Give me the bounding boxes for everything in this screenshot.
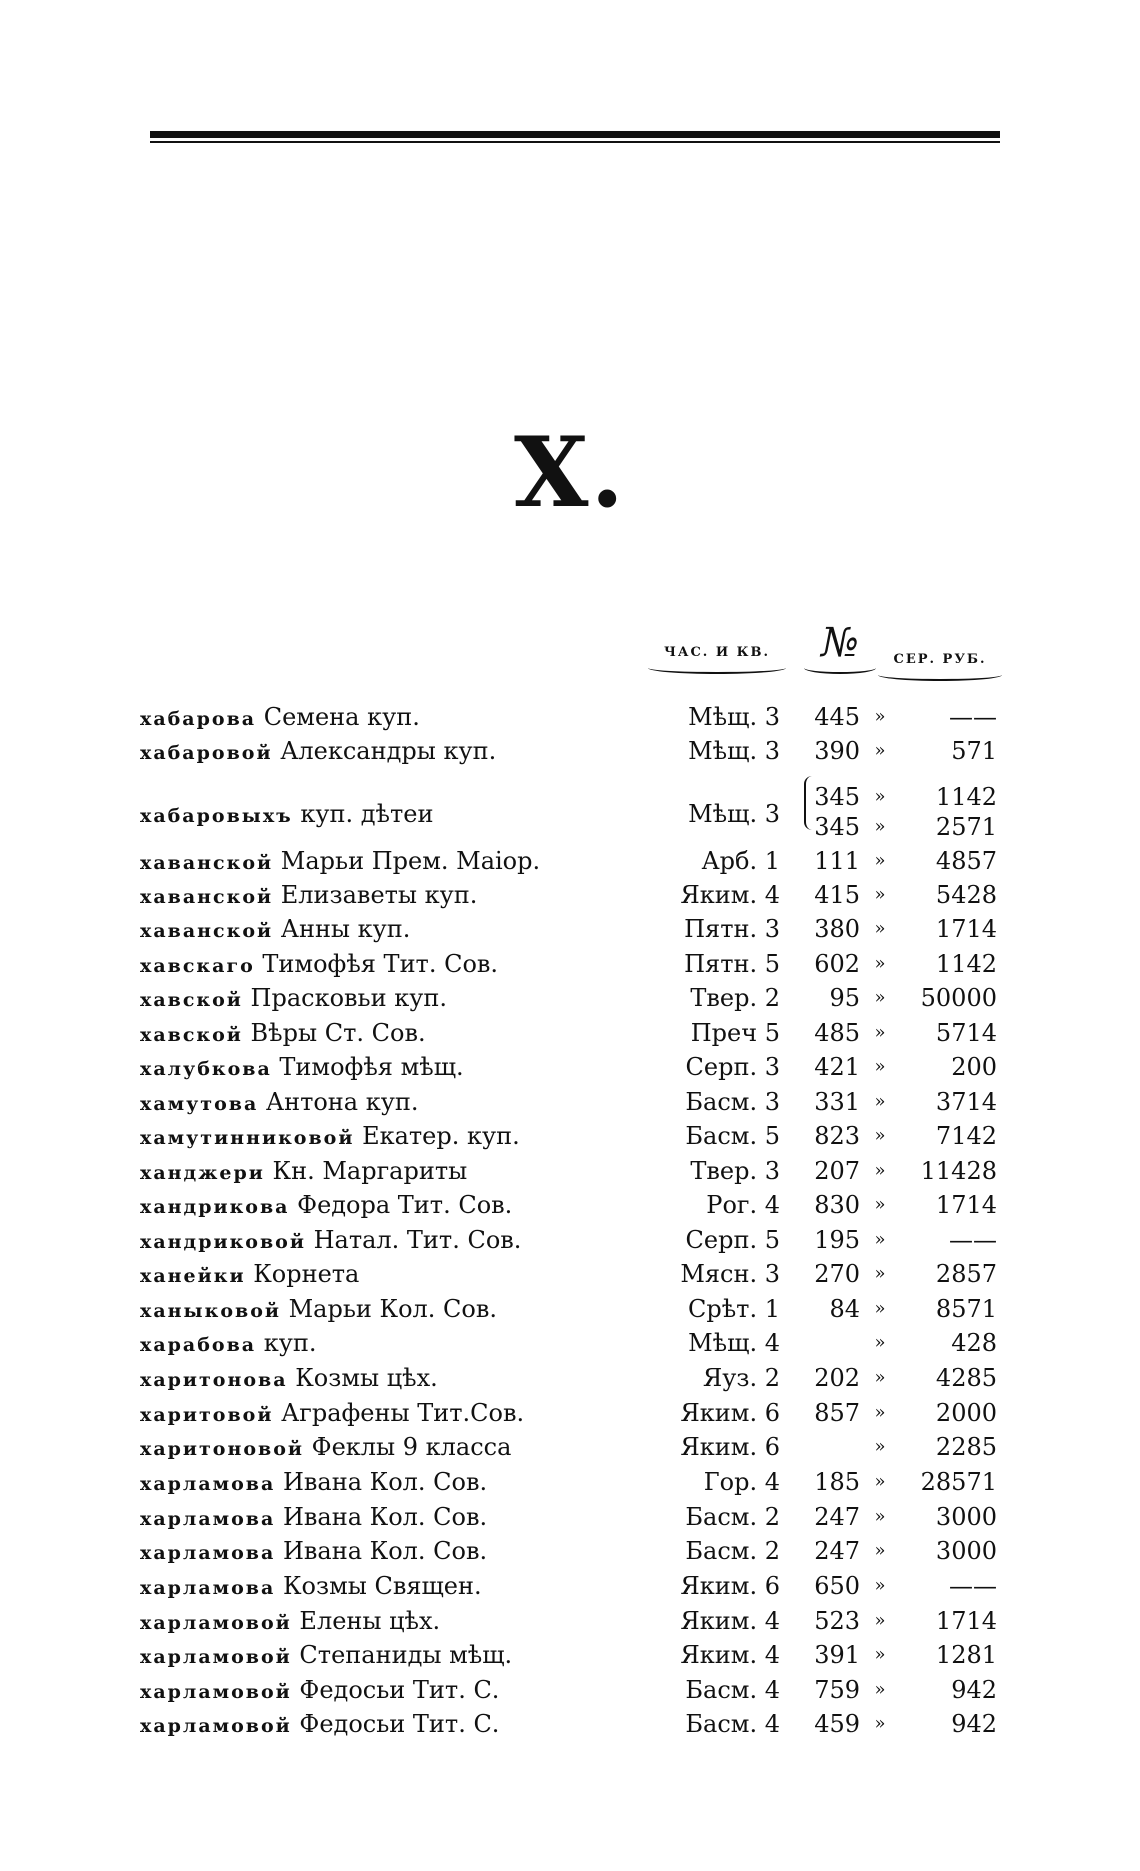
entry-part: Басм. 4	[685, 1676, 780, 1704]
entry-name	[140, 912, 650, 948]
entry-sum: 5428	[935, 881, 997, 909]
entry-number: 345	[814, 813, 860, 841]
entry-number: 185	[814, 1468, 860, 1496]
table-row	[0, 700, 1140, 734]
entry-name	[140, 1326, 650, 1362]
entry-name	[140, 1085, 650, 1121]
entry-sum: 1714	[935, 1191, 997, 1219]
entry-details: Прасковьи куп.	[250, 984, 447, 1012]
entry-part: Яким. 4	[680, 1607, 780, 1635]
ditto-mark: »	[874, 786, 886, 807]
table-row	[0, 1396, 1140, 1430]
entry-surname: хавской	[140, 1024, 243, 1046]
entry-sum: 50000	[920, 984, 997, 1012]
entry-sum: 3000	[935, 1537, 997, 1565]
entry-part: Преч 5	[690, 1019, 780, 1047]
entry-surname: хавской	[140, 989, 243, 1011]
column-header-number	[804, 620, 876, 674]
entry-details: Федосьи Тит. С.	[299, 1710, 500, 1738]
brace-decoration	[878, 669, 1002, 681]
entry-part: Твер. 2	[690, 984, 780, 1012]
column-header-sum	[878, 652, 1002, 681]
entry-surname: ханыковой	[140, 1300, 281, 1322]
entry-part: Мясн. 3	[680, 1260, 780, 1288]
entry-name	[140, 734, 650, 770]
entry-part: Серп. 5	[685, 1226, 780, 1254]
table-row	[0, 1292, 1140, 1326]
entry-surname: хандрикова	[140, 1196, 290, 1218]
table-row	[0, 1085, 1140, 1119]
entry-name	[140, 1707, 650, 1743]
entry-details: Александры куп.	[280, 737, 497, 765]
entry-sum: 3000	[935, 1503, 997, 1531]
entry-name	[140, 1500, 650, 1536]
entry-number: 380	[814, 915, 860, 943]
entry-number: 445	[814, 703, 860, 731]
entry-sum: 2857	[935, 1260, 997, 1288]
entry-name	[140, 1257, 650, 1293]
entry-details: Аграфены Тит.Сов.	[281, 1399, 525, 1427]
entry-surname: харитонова	[140, 1369, 288, 1391]
ditto-mark: »	[874, 1644, 886, 1665]
entry-surname: харламова	[140, 1577, 276, 1599]
table-row	[0, 1016, 1140, 1050]
entry-sum: 428	[951, 1329, 997, 1357]
ditto-mark: »	[874, 1540, 886, 1561]
entry-number: 523	[814, 1607, 860, 1635]
entry-name	[140, 1016, 650, 1052]
entry-name	[140, 1119, 650, 1155]
entry-sum: 1714	[935, 1607, 997, 1635]
entry-part: Басм. 4	[685, 1710, 780, 1738]
entry-part: Мѣщ. 3	[688, 737, 780, 765]
table-row	[0, 878, 1140, 912]
entry-surname: хаванской	[140, 852, 274, 874]
entry-surname: харламовой	[140, 1681, 292, 1703]
entry-name	[140, 947, 650, 983]
entry-part: Арб. 1	[701, 847, 780, 875]
entry-part: Басм. 5	[685, 1122, 780, 1150]
entry-number: 602	[814, 950, 860, 978]
entry-sum: 8571	[935, 1295, 997, 1323]
entry-details: Елизаветы куп.	[280, 881, 478, 909]
ditto-mark: »	[874, 850, 886, 871]
entry-surname: хабаровой	[140, 742, 273, 764]
entry-name	[140, 700, 650, 736]
entry-details: Козмы Священ.	[282, 1572, 482, 1600]
entry-part: Яким. 4	[680, 1641, 780, 1669]
entry-sum: 2571	[935, 813, 997, 841]
entry-name	[140, 1188, 650, 1224]
ditto-mark: »	[874, 1506, 886, 1527]
entry-part: Яуз. 2	[702, 1364, 780, 1392]
entry-surname: харламова	[140, 1473, 276, 1495]
brace-decoration	[648, 662, 786, 674]
entry-surname: харитоновой	[140, 1438, 305, 1460]
entry-number: 270	[814, 1260, 860, 1288]
entry-number: 331	[814, 1088, 860, 1116]
entry-details: Анны куп.	[280, 915, 411, 943]
entry-surname: хандриковой	[140, 1231, 306, 1253]
entry-number: 391	[814, 1641, 860, 1669]
entry-details: Марьи Прем. Маіор.	[280, 847, 541, 875]
table-row	[0, 810, 1140, 844]
entry-sum: 28571	[920, 1468, 997, 1496]
entry-number: 415	[814, 881, 860, 909]
entry-part: Яким. 6	[680, 1399, 780, 1427]
entry-number: 111	[814, 847, 860, 875]
entry-surname: харламовой	[140, 1646, 292, 1668]
entry-surname: халубкова	[140, 1058, 272, 1080]
entry-sum: 1142	[935, 783, 997, 811]
entry-part: Яким. 6	[680, 1572, 780, 1600]
entry-details: Натал. Тит. Сов.	[313, 1226, 522, 1254]
entry-details: Феклы 9 класса	[311, 1433, 512, 1461]
entry-name	[140, 1534, 650, 1570]
entry-sum: 7142	[935, 1122, 997, 1150]
ditto-mark: »	[874, 706, 886, 727]
entry-name	[140, 1430, 650, 1466]
entry-surname: хамутинниковой	[140, 1127, 355, 1149]
entry-details: Ивана Кол. Сов.	[282, 1503, 488, 1531]
ditto-mark: »	[874, 1091, 886, 1112]
ditto-mark: »	[874, 1229, 886, 1250]
entry-details: куп. дѣтеи	[300, 800, 434, 828]
table-row	[0, 947, 1140, 981]
entry-number: 459	[814, 1710, 860, 1738]
section-letter: Х.	[514, 416, 626, 529]
table-row	[0, 1119, 1140, 1153]
ditto-mark: »	[874, 1575, 886, 1596]
entry-number: 345	[814, 783, 860, 811]
entry-part: Яким. 6	[680, 1433, 780, 1461]
entry-details: Кн. Маргариты	[272, 1157, 468, 1185]
entry-sum: 5714	[935, 1019, 997, 1047]
entry-sum: 4857	[935, 847, 997, 875]
entry-number: 857	[814, 1399, 860, 1427]
entry-number: 247	[814, 1537, 860, 1565]
entry-name	[140, 1638, 650, 1674]
entry-surname: хавскаго	[140, 955, 255, 977]
ditto-mark: »	[874, 1367, 886, 1388]
ditto-mark: »	[874, 740, 886, 761]
entry-name	[140, 1604, 650, 1640]
entry-part: Пятн. 3	[684, 915, 780, 943]
entry-sum: 200	[951, 1053, 997, 1081]
entry-number: 485	[814, 1019, 860, 1047]
ditto-mark: »	[874, 1298, 886, 1319]
ditto-mark: »	[874, 1610, 886, 1631]
entry-name	[140, 844, 650, 880]
table-row	[0, 1430, 1140, 1464]
entry-sum: 942	[951, 1676, 997, 1704]
table-row	[0, 1534, 1140, 1568]
entry-name	[140, 1292, 650, 1328]
ditto-mark: »	[874, 953, 886, 974]
table-row	[0, 1465, 1140, 1499]
entry-details: Марьи Кол. Сов.	[288, 1295, 498, 1323]
entry-sum: 4285	[935, 1364, 997, 1392]
entry-surname: харитовой	[140, 1404, 274, 1426]
table-row	[0, 1188, 1140, 1222]
entry-details: Антона куп.	[265, 1088, 419, 1116]
entry-details: Ивана Кол. Сов.	[282, 1468, 488, 1496]
entry-surname: харламова	[140, 1508, 276, 1530]
ditto-mark: »	[874, 987, 886, 1008]
entry-part: Басм. 2	[685, 1503, 780, 1531]
entry-surname: харламова	[140, 1542, 276, 1564]
entry-sum: 11428	[920, 1157, 997, 1185]
entry-name	[140, 1569, 650, 1605]
entry-part: Яким. 4	[680, 881, 780, 909]
entry-surname: ханджери	[140, 1162, 265, 1184]
entry-sum: ——	[949, 703, 997, 731]
table-row	[0, 912, 1140, 946]
entry-number: 650	[814, 1572, 860, 1600]
entry-details: Семена куп.	[263, 703, 420, 731]
entry-sum: 1281	[935, 1641, 997, 1669]
entry-name	[140, 981, 650, 1017]
entry-part: Гор. 4	[703, 1468, 780, 1496]
column-header-sum-label: СЕР. РУБ.	[893, 652, 987, 667]
ditto-mark: »	[874, 884, 886, 905]
ditto-mark: »	[874, 1436, 886, 1457]
top-rule	[150, 131, 1000, 138]
entry-number: 207	[814, 1157, 860, 1185]
ditto-mark: »	[874, 1332, 886, 1353]
entry-sum: 1142	[935, 950, 997, 978]
ditto-mark: »	[874, 1194, 886, 1215]
entry-part: Пятн. 5	[684, 950, 780, 978]
entry-surname: ханейки	[140, 1265, 246, 1287]
entry-surname: хаванской	[140, 886, 274, 908]
ditto-mark: »	[874, 1022, 886, 1043]
ditto-mark: »	[874, 1160, 886, 1181]
entry-number: 823	[814, 1122, 860, 1150]
table-row	[0, 1361, 1140, 1395]
table-row	[0, 1569, 1140, 1603]
entry-part: Мѣщ. 3	[688, 703, 780, 731]
entry-part: Серп. 3	[685, 1053, 780, 1081]
entry-sum: 942	[951, 1710, 997, 1738]
entry-part: Рог. 4	[706, 1191, 780, 1219]
entry-name	[140, 1673, 650, 1709]
entry-name	[140, 1154, 650, 1190]
entry-details: Ивана Кол. Сов.	[282, 1537, 488, 1565]
entry-sum: 571	[951, 737, 997, 765]
table-row	[0, 1604, 1140, 1638]
table-row	[0, 1707, 1140, 1741]
entry-details: Корнета	[253, 1260, 360, 1288]
entry-details: куп.	[263, 1329, 317, 1357]
entry-number: 195	[814, 1226, 860, 1254]
entry-name	[140, 1465, 650, 1501]
table-row	[0, 1326, 1140, 1360]
entry-number: 830	[814, 1191, 860, 1219]
column-header-number-label: №	[821, 620, 859, 666]
entry-number: 421	[814, 1053, 860, 1081]
entry-sum: 2285	[935, 1433, 997, 1461]
entry-details: Козмы цѣх.	[295, 1364, 438, 1392]
entry-sum: 1714	[935, 915, 997, 943]
table-row	[0, 1638, 1140, 1672]
ditto-mark: »	[874, 1125, 886, 1146]
entry-number: 247	[814, 1503, 860, 1531]
entry-part: Басм. 3	[685, 1088, 780, 1116]
entry-number: 759	[814, 1676, 860, 1704]
entry-number: 390	[814, 737, 860, 765]
ditto-mark: »	[874, 1056, 886, 1077]
entry-details: Екатер. куп.	[362, 1122, 520, 1150]
entry-number: 84	[829, 1295, 860, 1323]
entry-name	[140, 1223, 650, 1259]
entry-part: Мѣщ. 4	[688, 1329, 780, 1357]
ditto-mark: »	[874, 1713, 886, 1734]
entry-sum: 3714	[935, 1088, 997, 1116]
entry-part: Басм. 2	[685, 1537, 780, 1565]
table-row	[0, 1500, 1140, 1534]
entry-surname: харламовой	[140, 1612, 292, 1634]
entry-details: Федора Тит. Сов.	[297, 1191, 513, 1219]
table-row	[0, 1673, 1140, 1707]
table-row	[0, 981, 1140, 1015]
entry-sum: 2000	[935, 1399, 997, 1427]
table-row	[0, 1050, 1140, 1084]
entry-sum: ——	[949, 1226, 997, 1254]
column-header-part-label: ЧАС. И КВ.	[663, 645, 770, 660]
table-row	[0, 1223, 1140, 1257]
entry-details: Степаниды мѣщ.	[299, 1641, 513, 1669]
entry-part: Срѣт. 1	[687, 1295, 780, 1323]
table-row	[0, 1154, 1140, 1188]
ditto-mark: »	[874, 1679, 886, 1700]
table-row	[0, 1257, 1140, 1291]
table-row	[0, 734, 1140, 768]
entry-number: 95	[829, 984, 860, 1012]
ditto-mark: »	[874, 1471, 886, 1492]
entry-part: Мѣщ. 3	[688, 800, 780, 828]
entry-name	[140, 1396, 650, 1432]
entry-number: 202	[814, 1364, 860, 1392]
ditto-mark: »	[874, 816, 886, 837]
ditto-mark: »	[874, 1402, 886, 1423]
entry-details: Вѣры Ст. Сов.	[250, 1019, 426, 1047]
entry-surname: хамутова	[140, 1093, 259, 1115]
entry-details: Тимофѣя Тит. Сов.	[262, 950, 499, 978]
entry-surname: харабова	[140, 1334, 257, 1356]
entry-part: Твер. 3	[690, 1157, 780, 1185]
entry-details: Тимофѣя мѣщ.	[279, 1053, 464, 1081]
entry-surname: хабаровыхъ	[140, 805, 293, 827]
top-rule-thin	[150, 141, 1000, 143]
entry-name	[140, 878, 650, 914]
entry-details: Елены цѣх.	[299, 1607, 441, 1635]
column-header-part	[648, 645, 786, 674]
ditto-mark: »	[874, 1263, 886, 1284]
entry-name	[140, 1361, 650, 1397]
entry-sum: ——	[949, 1572, 997, 1600]
entry-name	[140, 1050, 650, 1086]
entry-surname: хабарова	[140, 708, 257, 730]
table-row	[0, 844, 1140, 878]
entry-details: Федосьи Тит. С.	[299, 1676, 500, 1704]
entry-surname: харламовой	[140, 1715, 292, 1737]
entry-surname: хаванской	[140, 920, 274, 942]
ditto-mark: »	[874, 918, 886, 939]
